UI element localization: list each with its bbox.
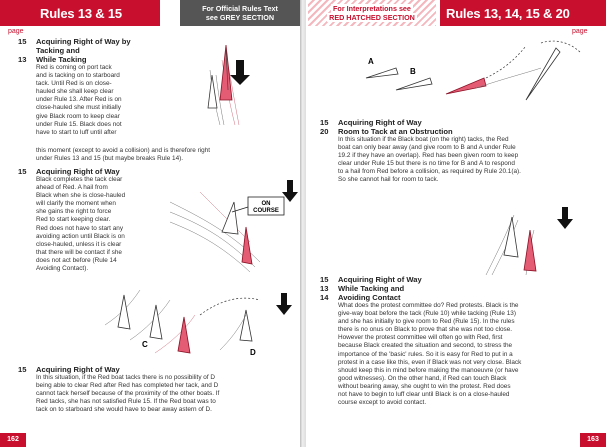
black-boat <box>526 48 560 100</box>
right-section-2-text: What does the protest committee do? Red protests. Black is the give-way boat before the tack (Rule 10) while tacking (Rule 13) and she has initially to give room to Red (Rule 15). In the rules there is no onus on Black to prove that she was not too close. However the protest committee will often go with Red, first because Black created the situation and second, to stress the importance of the 'basic' rules. So it is easy for Red to put in a protest in a case like this, even if Black was not very close. Black should keep this in mind before making the manoeuvre (or have good witnesses). On the other hand, if Red can touch Black without bearing away, she ought to win the protest. Red does not have to begin to luff clear until Black is on a close-hauled course except to avoid contact. <box>338 302 522 407</box>
boat <box>118 295 130 329</box>
right-header-bar <box>440 0 606 26</box>
on-course-diagram <box>160 172 300 277</box>
boat-b <box>396 78 432 90</box>
rule-heading: 14 Avoiding Contact <box>320 293 401 302</box>
rule-heading: 15 Acquiring Right of Way by <box>18 37 131 46</box>
left-section-1 <box>18 37 178 137</box>
red-boat <box>446 78 486 94</box>
right-page-title: Rules 13, 14, 15 & 20 <box>446 6 570 21</box>
grey-note-line-2: see GREY SECTION <box>205 13 275 22</box>
red-boat <box>178 317 190 353</box>
red-boat <box>242 227 252 264</box>
grey-note-line-1: For Official Rules Text <box>202 4 278 13</box>
section-2-text: Black completes the tack clear ahead of Red. A hail from Black when she is close-hauled will clarify the moment when she gains the right to force Red to start keeping clear. Red does not have to start any avoiding action until Black is on close-hauled, unless it is clear that there will be contact if she does not act before (Rule 14 Avoiding Contact). <box>36 176 126 273</box>
right-side-label: page <box>572 28 588 35</box>
rule-heading: 20 Room to Tack at an Obstruction <box>320 127 453 136</box>
black-boat <box>222 202 238 234</box>
tack-path <box>541 41 581 53</box>
left-header-bar <box>0 0 160 26</box>
boats-cd-diagram <box>100 285 300 365</box>
rule-heading: 15 Acquiring Right of Way <box>18 167 120 176</box>
hatched-note-line-1: For Interpretations see <box>333 4 411 13</box>
tacking-diagram <box>190 30 270 130</box>
section-1-text-wide: this moment (except to avoid a collision) and is therefore right under Rules 13 and 15 (but maybe breaks Rule 14). <box>36 147 211 163</box>
label-b: B <box>410 67 416 76</box>
left-section-2 <box>18 167 158 273</box>
left-page <box>0 0 300 447</box>
right-section-1 <box>320 118 600 185</box>
rule-heading: 13 While Tacking <box>18 55 87 64</box>
callout-line-2: COURSE <box>253 208 279 214</box>
right-section-1-text: In this situation if the Black boat (on the right) tacks, the Red boat can only bear away (and give room to B and A under Rule 19.2 if they have an overlap). Red has been given room to keep clear under Rule 15 but there is no time for B and A to respond to a hail from Red before a collision, as required by Rule 20.1(a). So she cannot hail for room to tack. <box>338 136 521 184</box>
left-section-3 <box>18 365 298 414</box>
obstruction-diagram <box>356 38 586 110</box>
red-hatched-note <box>308 0 436 26</box>
boat-a <box>366 68 398 78</box>
section-1-text-narrow: Red is coming on port tack and is tacking on to starboard tack. Until Red is on close- hauled she shall keep clear under Rule 13. After Red is on close-hauled she must initially give Black room to keep clear under Rule 15. Black does not have to start to luff until after <box>36 64 122 136</box>
label-d: D <box>250 348 256 357</box>
right-page-number: 163 <box>580 433 606 447</box>
black-boat <box>208 75 217 108</box>
wake-line <box>170 222 250 272</box>
rule-heading: 15 Acquiring Right of Way <box>18 365 120 374</box>
boat-d <box>240 310 252 341</box>
black-boat <box>504 217 518 257</box>
rule-heading: 13 While Tacking and <box>320 284 405 293</box>
label-a: A <box>368 57 374 66</box>
hatched-note-line-2: RED HATCHED SECTION <box>329 13 415 22</box>
grey-section-note <box>180 0 300 26</box>
wake-line <box>476 68 541 88</box>
left-page-number: 162 <box>0 433 26 447</box>
left-page-title: Rules 13 & 15 <box>40 6 122 21</box>
tack-path <box>200 298 260 315</box>
wind-arrow <box>276 293 292 315</box>
rule-heading: Tacking and <box>36 46 80 55</box>
section-3-text: In this situation, if the Red boat tacks there is no possibility of D being able to clear Red after Red has completed her tack, and D cannot tack herself because of the proximity of the other boats. If Red tacks, she has not satisfied Rule 15. If the Red boat was to tack on to starboard she would have to bear away astern of D. <box>36 374 220 414</box>
wind-arrow <box>557 207 573 229</box>
callout-line-1: ON <box>261 201 271 207</box>
wake-line <box>200 192 250 242</box>
right-page <box>306 0 606 447</box>
tack-path <box>486 46 526 78</box>
wind-arrow <box>230 60 250 85</box>
rule-heading: 15 Acquiring Right of Way <box>320 275 422 284</box>
right-section-2 <box>320 275 604 407</box>
label-c: C <box>142 340 148 349</box>
rule-heading: 15 Acquiring Right of Way <box>320 118 422 127</box>
red-boat <box>524 230 536 271</box>
touch-diagram <box>466 195 596 275</box>
wake-line <box>130 300 170 340</box>
left-side-label: page <box>8 28 24 35</box>
